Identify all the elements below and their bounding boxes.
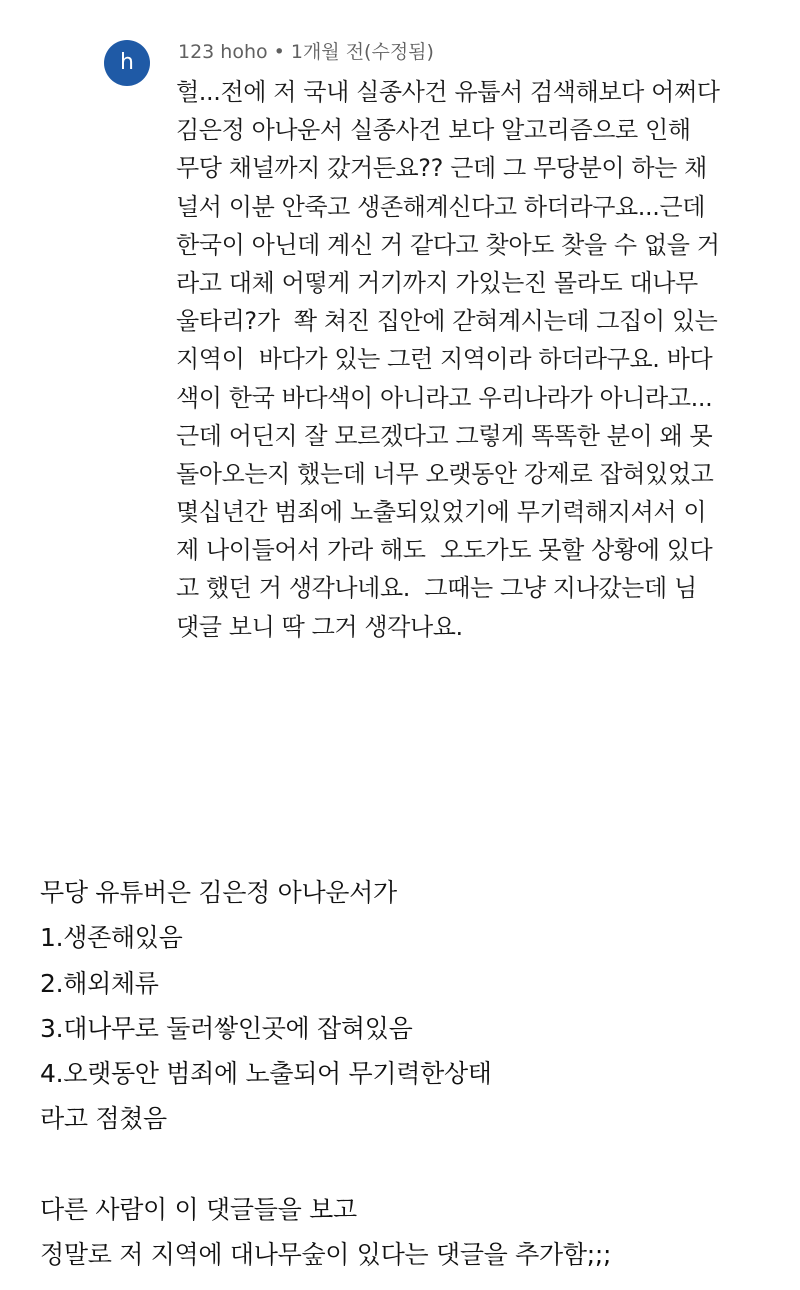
comment-line: 색이 한국 바다색이 아니라고 우리나라가 아니라고... (176, 383, 713, 412)
comment-line: 헐...전에 저 국내 실종사건 유툽서 검색해보다 어쩌다 (176, 78, 720, 106)
comment-time[interactable]: 1개월 전(수정됨) (290, 41, 434, 63)
comment-line: 몇십년간 범죄에 노출되있었기에 무기력해지셔서 이 (176, 498, 707, 527)
post-line: 3.대나무로 둘러쌓인곳에 잡혀있음 (40, 1013, 413, 1043)
comment-line: 한국이 아닌데 계신 거 같다고 찾아도 찾을 수 없을 거 (176, 230, 720, 259)
post-line: 4.오랫동안 범죄에 노출되어 무기력한상태 (40, 1059, 492, 1089)
post-line: 무당 유튜버은 김은정 아나운서가 (40, 878, 397, 907)
comment-line: 라고 대체 어떻게 거기까지 가있는진 몰라도 대나무 (176, 268, 698, 297)
meta-separator: • (273, 41, 285, 63)
comment-line: 돌아오는지 했는데 너무 오랫동안 강제로 잡혀있었고 (176, 459, 714, 488)
comment-line: 무당 채널까지 갔거든요?? 근데 그 무당분이 하는 채 (176, 154, 707, 183)
comment-line: 울타리?가 쫙 쳐진 집안에 갇혀계시는데 그집이 있는 (176, 307, 718, 336)
post-line: 정말로 저 지역에 대나무숲이 있다는 댓글을 추가함;;; (40, 1240, 612, 1270)
post-line: 2.해외체류 (40, 968, 159, 998)
comment-line: 고 했던 거 생각나네요. 그때는 그냥 지나갔는데 님 (176, 574, 697, 603)
post-line: 다른 사람이 이 댓글들을 보고 (40, 1195, 357, 1225)
comment-meta (178, 38, 434, 66)
comment-text (176, 73, 776, 646)
comment-line: 널서 이분 안죽고 생존해계신다고 하더라구요...근데 (176, 192, 706, 221)
post-line: 1.생존해있음 (40, 923, 183, 953)
comment-line: 김은정 아나운서 실종사건 보다 알고리즘으로 인해 (176, 116, 691, 145)
comment-line: 제 나이들어서 가라 해도 오도가도 못할 상황에 있다 (176, 536, 713, 565)
post-text (40, 870, 780, 1278)
comment-line: 근데 어딘지 잘 모르겠다고 그렇게 똑똑한 분이 왜 못 (176, 421, 713, 450)
post-line (40, 1142, 780, 1187)
post-line: 라고 점쳤음 (40, 1104, 167, 1134)
author-name[interactable]: 123 hoho (178, 41, 268, 63)
author-avatar[interactable]: h (104, 40, 150, 86)
comment-line: 댓글 보니 딱 그거 생각나요. (176, 612, 463, 641)
comment-line: 지역이 바다가 있는 그런 지역이라 하더라구요. 바다 (176, 345, 713, 374)
